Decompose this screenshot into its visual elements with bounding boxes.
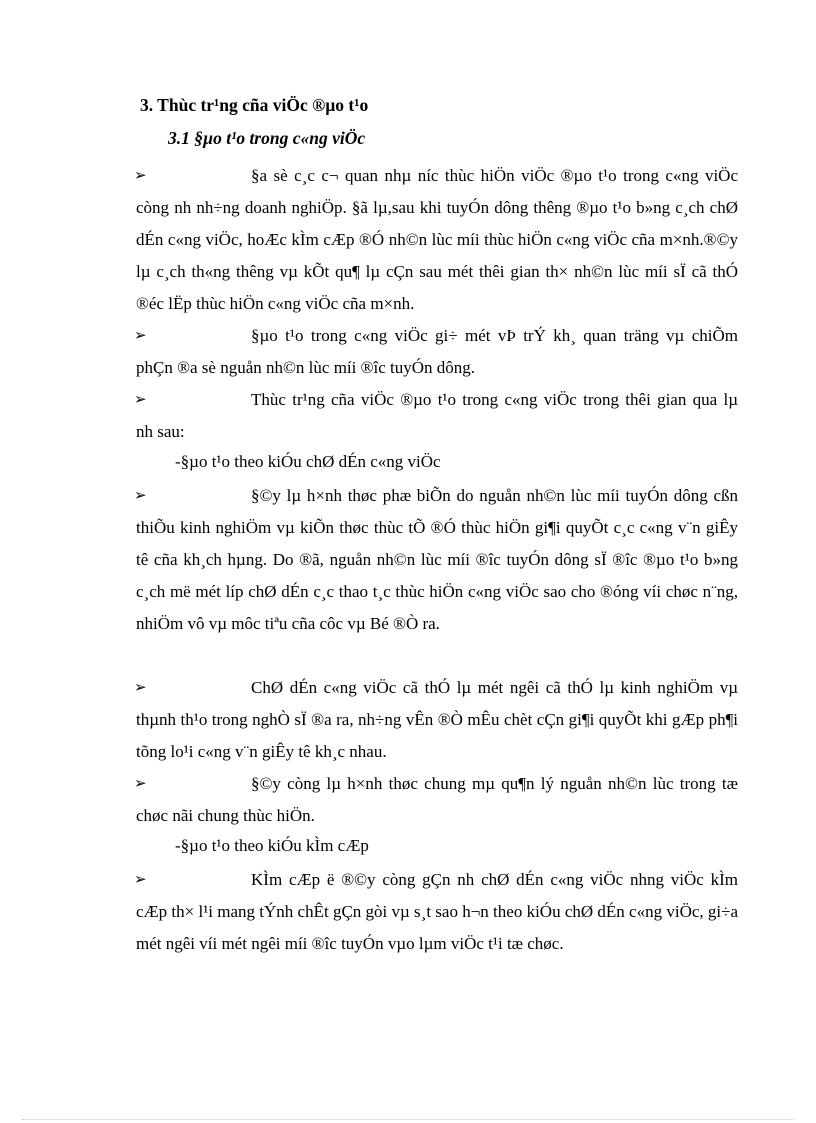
- paragraph-1: [136, 160, 738, 320]
- paragraph-text: KÌm cÆp ë ®©y còng gÇn nh chØ dÉn c«ng viÖc nhng viÖc kÌm cÆp th× l¹i mang tÝnh chÊt gÇn gòi vµ s¸t sao h¬n theo kiÓu chØ dÉn c«ng viÖc, gi÷a mét ngêi víi mét ngêi míi ®îc tuyÓn vµo lµm viÖc t¹i tæ chøc.: [136, 870, 738, 953]
- arrow-bullet-icon: ➢: [134, 872, 147, 888]
- sub-title-kem-cap: -§µo t¹o theo kiÓu kÌm cÆp: [175, 836, 369, 855]
- page-bottom-divider: [22, 1119, 794, 1120]
- arrow-bullet-icon: ➢: [134, 680, 147, 696]
- paragraph-3: [136, 384, 738, 448]
- paragraph-5: [136, 672, 738, 768]
- paragraph-text: §©y lµ h×nh thøc phæ biÕn do nguån nh©n lùc míi tuyÓn dông cßn thiÕu kinh nghiÖm vµ kiÕn thøc thùc tÕ ®Ó thùc hiÖn gi¶i quyÕt c¸c c«ng v¨n giÊy tê cña kh¸ch hµng. Do ®ã, nguån nh©n lùc míi ®îc tuyÓn dông sÏ ®îc ®µo t¹o b»ng c¸ch më mét líp chØ dÉn c¸c thao t¸c thùc hiÖn c«ng viÖc sao cho ®óng víi chøc n¨ng, nhiÖm vô vµ môc tiªu cña côc vµ Bé ®Ò ra.: [136, 486, 738, 633]
- arrow-bullet-icon: ➢: [134, 392, 147, 408]
- paragraph-2: [136, 320, 738, 384]
- paragraph-6: [136, 768, 738, 832]
- arrow-bullet-icon: ➢: [134, 488, 147, 504]
- paragraph-4: [136, 480, 738, 640]
- paragraph-text: §a sè c¸c c¬ quan nhµ níc thùc hiÖn viÖc ®µo t¹o trong c«ng viÖc còng nh nh÷ng doanh nghiÖp. §ã lµ,sau khi tuyÓn dông thêng ®µo t¹o b»ng c¸ch chØ dÉn c«ng viÖc, hoÆc kÌm cÆp ®Ó nh©n lùc míi thùc hiÖn c«ng viÖc cña m×nh.®©y lµ c¸ch th«ng thêng vµ kÕt qu¶ lµ cÇn sau mét thêi gian th× nh©n lùc míi sÏ cã thÓ ®éc lËp thùc hiÖn c«ng viÖc cña m×nh.: [136, 166, 738, 313]
- section-heading: 3. Thùc tr¹ng cña viÖc ®µo t¹o: [140, 95, 369, 115]
- sub-title-chi-dan: -§µo t¹o theo kiÓu chØ dÉn c«ng viÖc: [175, 452, 441, 471]
- arrow-bullet-icon: ➢: [134, 168, 147, 184]
- arrow-bullet-icon: ➢: [134, 776, 147, 792]
- paragraph-text: §©y còng lµ h×nh thøc chung mµ qu¶n lý nguån nh©n lùc trong tæ chøc nãi chung thùc hiÖn.: [136, 774, 738, 825]
- paragraph-text: §µo t¹o trong c«ng viÖc gi÷ mét vÞ trÝ kh¸ quan träng vµ chiÕm phÇn ®a sè nguån nh©n lùc míi ®îc tuyÓn dông.: [136, 326, 738, 377]
- arrow-bullet-icon: ➢: [134, 328, 147, 344]
- paragraph-text: ChØ dÉn c«ng viÖc cã thÓ lµ mét ngêi cã thÓ lµ kinh nghiÖm vµ thµnh th¹o trong nghÒ sÏ ®a ra, nh÷ng vÊn ®Ò mÊu chèt cÇn gi¶i quyÕt khi gÆp ph¶i tõng lo¹i c«ng v¨n giÊy tê kh¸c nhau.: [136, 678, 738, 761]
- paragraph-text: Thùc tr¹ng cña viÖc ®µo t¹o trong c«ng viÖc trong thêi gian qua lµ nh sau:: [136, 390, 738, 441]
- subsection-heading: 3.1 §µo t¹o trong c«ng viÖc: [168, 128, 366, 148]
- paragraph-7: [136, 864, 738, 960]
